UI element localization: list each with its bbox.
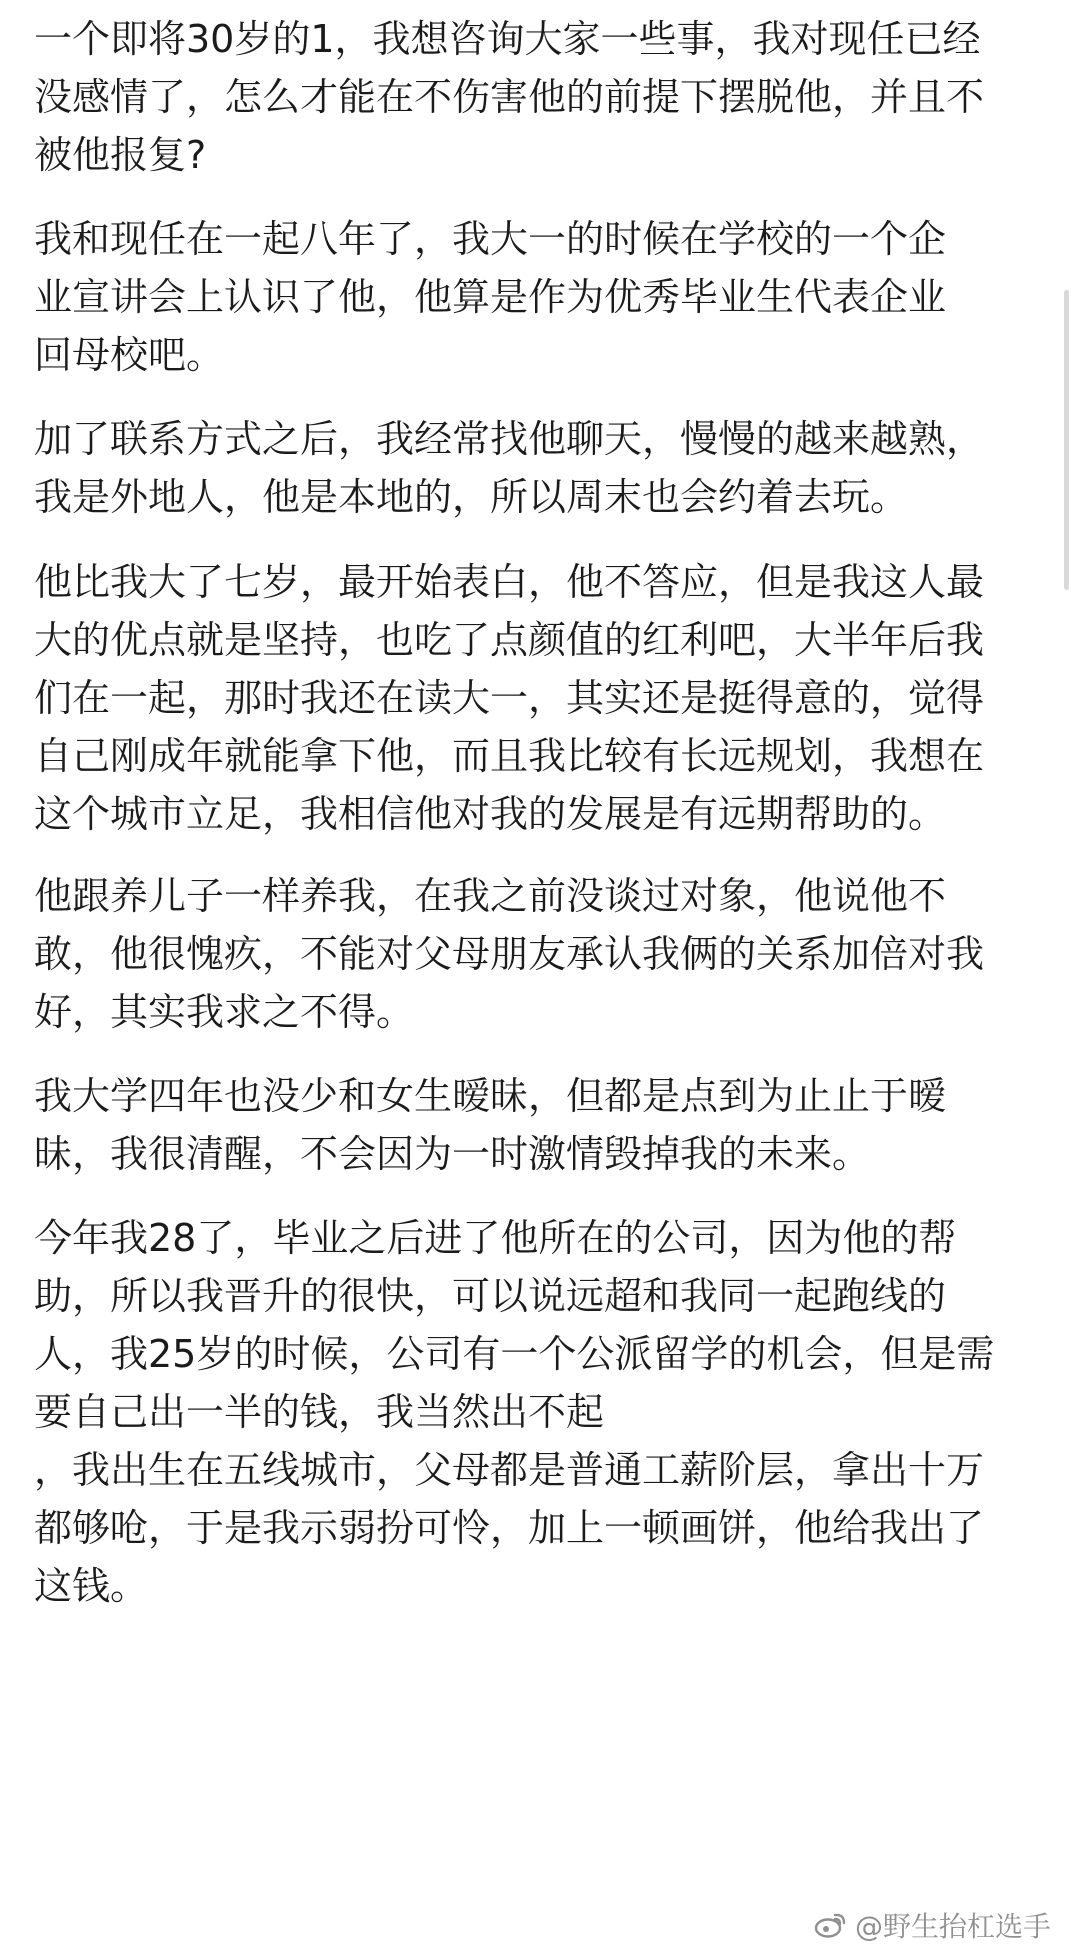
text-line: 回母校吧。 bbox=[34, 333, 225, 377]
text-line: 这钱。 bbox=[34, 1564, 149, 1608]
text-line: 加了联系方式之后，我经常找他聊天，慢慢的越来越熟， bbox=[34, 417, 985, 461]
watermark bbox=[813, 1905, 1051, 1945]
text-line: 这个城市立足，我相信他对我的发展是有远期帮助的。 bbox=[34, 792, 947, 836]
text-line: 要自己出一半的钱，我当然出不起 bbox=[34, 1390, 605, 1434]
watermark-text: @野生抬杠选手 bbox=[854, 1910, 1051, 1943]
text-line: 没感情了，怎么才能在不伤害他的前提下摆脱他，并且不 bbox=[34, 75, 985, 119]
text-line: 一个即将30岁的1，我想咨询大家一些事，我对现任已经 bbox=[34, 17, 981, 61]
weibo-logo-icon bbox=[813, 1911, 847, 1939]
text-line: 他跟养儿子一样养我，在我之前没谈过对象，他说他不 bbox=[34, 874, 947, 918]
text-line: 我大学四年也没少和女生暧昧，但都是点到为止止于暧 bbox=[34, 1074, 947, 1118]
text-line: 都够呛，于是我示弱扮可怜，加上一顿画饼，他给我出了 bbox=[34, 1506, 985, 1550]
text-line: 们在一起，那时我还在读大一，其实还是挺得意的，觉得 bbox=[34, 676, 985, 720]
text-line: 大的优点就是坚持，也吃了点颜值的红利吧，大半年后我 bbox=[34, 618, 985, 662]
text-line: ，我出生在五线城市，父母都是普通工薪阶层，拿出十万 bbox=[34, 1448, 985, 1492]
text-line: 今年我28了，毕业之后进了他所在的公司，因为他的帮 bbox=[34, 1216, 957, 1260]
text-line: 好，其实我求之不得。 bbox=[34, 990, 415, 1034]
text-line: 业宣讲会上认识了他，他算是作为优秀毕业生代表企业 bbox=[34, 275, 947, 319]
text-line: 自己刚成年就能拿下他，而且我比较有长远规划，我想在 bbox=[34, 734, 985, 778]
text-line: 昧，我很清醒，不会因为一时激情毁掉我的未来。 bbox=[34, 1132, 871, 1176]
text-line: 被他报复? bbox=[34, 133, 207, 177]
text-line: 人，我25岁的时候，公司有一个公派留学的机会，但是需 bbox=[34, 1332, 995, 1376]
text-line: 他比我大了七岁，最开始表白，他不答应，但是我这人最 bbox=[34, 560, 985, 604]
text-line: 我是外地人，他是本地的，所以周末也会约着去玩。 bbox=[34, 475, 909, 519]
scrollbar[interactable] bbox=[1064, 290, 1069, 590]
text-line: 助，所以我晋升的很快，可以说远超和我同一起跑线的 bbox=[34, 1274, 947, 1318]
text-line: 敢，他很愧疚，不能对父母朋友承认我俩的关系加倍对我 bbox=[34, 932, 985, 976]
text-line: 我和现任在一起八年了，我大一的时候在学校的一个企 bbox=[34, 217, 947, 261]
